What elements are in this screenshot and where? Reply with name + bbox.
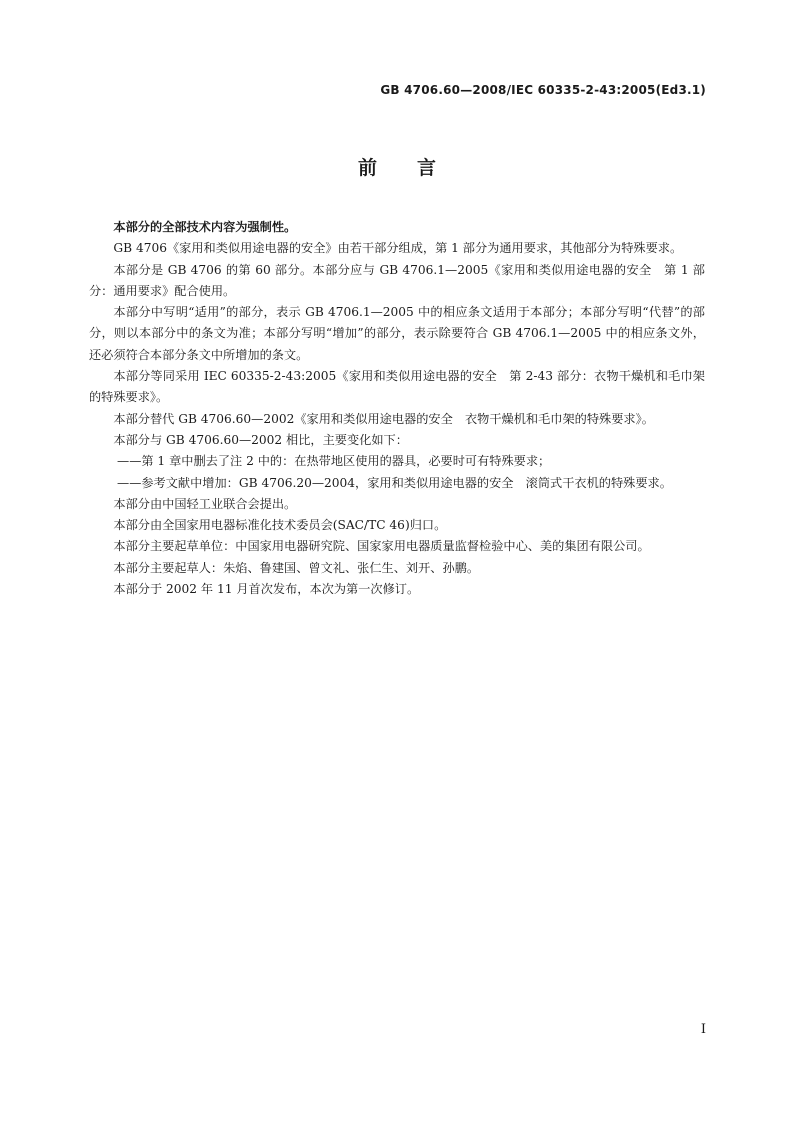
paragraph-replaces: 本部分替代 GB 4706.60—2002《家用和类似用途电器的安全 衣物干燥机和毛巾架的特殊要求》。 bbox=[113, 411, 654, 426]
paragraph-revision-history: 本部分于 2002 年 11 月首次发布，本次为第一次修订。 bbox=[113, 582, 420, 597]
paragraph-drafters: 本部分主要起草人：朱焰、鲁建国、曾文礼、张仁生、刘开、孙鹏。 bbox=[113, 560, 480, 575]
paragraph-proposed-by: 本部分由中国轻工业联合会提出。 bbox=[113, 496, 297, 511]
page-title: 前言 bbox=[357, 157, 476, 179]
mandatory-statement: 本部分的全部技术内容为强制性。 bbox=[113, 220, 297, 234]
foreword-body bbox=[89, 217, 705, 600]
paragraph-changes-intro: 本部分与 GB 4706.60—2002 相比，主要变化如下： bbox=[113, 432, 408, 447]
paragraph-part-scope: 本部分是 GB 4706 的第 60 部分。本部分应与 GB 4706.1—2005《家用和类似用途电器的安全 第 1 部分：通用要求》配合使用。 bbox=[89, 262, 705, 298]
paragraph-iec-adoption: 本部分等同采用 IEC 60335-2-43:2005《家用和类似用途电器的安全 第 2-43 部分：衣物干燥机和毛巾架的特殊要求》。 bbox=[89, 369, 705, 405]
change-item: ——参考文献中增加：GB 4706.20—2004，家用和类似用途电器的安全 滚筒式干衣机的特殊要求。 bbox=[117, 475, 672, 490]
paragraph-terms: 本部分中写明“适用”的部分，表示 GB 4706.1—2005 中的相应条文适用于本部分；本部分写明“代替”的部分，则以本部分中的条文为准；本部分写明“增加”的部分，表示除要符合 GB 4706.1—2005 中的相应条文外，还必须符合本部分条文中所增加的条文。 bbox=[89, 305, 705, 362]
paragraph-drafting-units: 本部分主要起草单位：中国家用电器研究院、国家家用电器质量监督检验中心、美的集团有限公司。 bbox=[113, 539, 650, 554]
paragraph-administered-by: 本部分由全国家用电器标准化技术委员会(SAC/TC 46)归口。 bbox=[113, 518, 447, 533]
change-item: ——第 1 章中删去了注 2 中的：在热带地区使用的器具，必要时可有特殊要求； bbox=[117, 454, 551, 469]
standard-number-header: GB 4706.60—2008/IEC 60335-2-43:2005(Ed3.1) bbox=[380, 83, 706, 97]
paragraph-structure: GB 4706《家用和类似用途电器的安全》由若干部分组成，第 1 部分为通用要求，其他部分为特殊要求。 bbox=[113, 241, 683, 256]
page-number: I bbox=[700, 1022, 706, 1037]
